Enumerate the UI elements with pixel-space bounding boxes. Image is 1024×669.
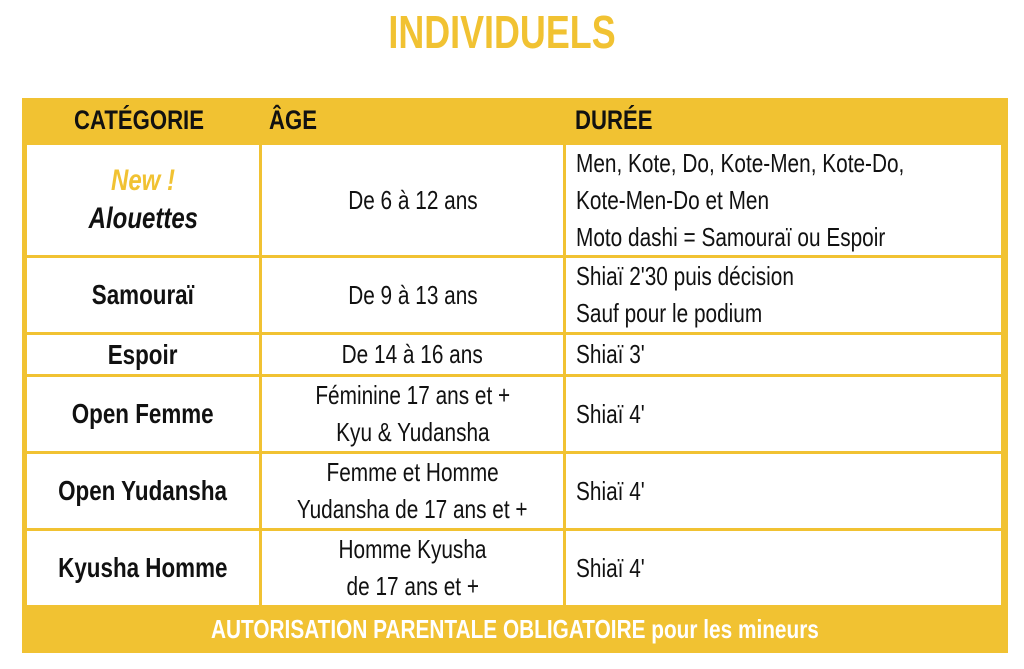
- age-text: Yudansha de 17 ans et +: [297, 494, 528, 524]
- duration-text: Sauf pour le podium: [576, 298, 763, 328]
- age-text: de 17 ans et +: [346, 571, 479, 601]
- age-cell: [262, 258, 563, 332]
- category-name: Open Yudansha: [58, 475, 228, 506]
- category-name: Open Femme: [72, 398, 214, 429]
- categories-table: [22, 98, 1008, 653]
- table-header: [22, 98, 1008, 143]
- table-row: [22, 335, 1008, 374]
- age-cell: [262, 377, 563, 451]
- table-row: [22, 454, 1008, 528]
- table-row: [22, 258, 1008, 332]
- table-row: [22, 145, 1008, 255]
- page-title: INDIVIDUELS: [388, 6, 616, 58]
- age-text: De 6 à 12 ans: [347, 184, 478, 215]
- category-cell: [27, 145, 259, 255]
- category-name: Espoir: [108, 338, 178, 370]
- duration-cell: [566, 531, 1001, 605]
- header-category: CATÉGORIE: [74, 105, 204, 135]
- age-cell: [262, 145, 563, 255]
- age-text: Kyu & Yudansha: [335, 417, 490, 447]
- footer-rest: pour les mineurs: [651, 614, 819, 644]
- duration-text: Men, Kote, Do, Kote-Men, Kote-Do,: [576, 147, 905, 178]
- category-cell: [27, 377, 259, 451]
- duration-text: Moto dashi = Samouraï ou Espoir: [576, 221, 886, 252]
- category-name: Samouraï: [91, 279, 195, 310]
- table-footer: [22, 606, 1008, 653]
- duration-text: Shiaï 4': [576, 475, 645, 506]
- age-cell: [262, 454, 563, 528]
- parental-authorization-notice: [211, 614, 819, 645]
- category-name: Kyusha Homme: [58, 552, 228, 583]
- duration-cell: [566, 335, 1001, 374]
- age-text: Femme et Homme: [326, 457, 499, 487]
- table-row: [22, 531, 1008, 605]
- category-name: Alouettes: [88, 202, 198, 235]
- category-cell: [27, 258, 259, 332]
- age-text: Féminine 17 ans et +: [315, 380, 510, 410]
- category-cell: [27, 531, 259, 605]
- new-badge: New !: [110, 164, 175, 197]
- duration-cell: [566, 377, 1001, 451]
- category-cell: [27, 335, 259, 374]
- category-cell: [27, 454, 259, 528]
- duration-text: Shiaï 4': [576, 552, 645, 583]
- header-duration: DURÉE: [575, 105, 653, 135]
- duration-cell: [566, 258, 1001, 332]
- age-cell: [262, 531, 563, 605]
- footer-emphasis: AUTORISATION PARENTALE OBLIGATOIRE: [211, 614, 646, 644]
- age-text: De 14 à 16 ans: [341, 339, 484, 369]
- duration-text: Shiaï 3': [576, 339, 645, 369]
- age-cell: [262, 335, 563, 374]
- table-row: [22, 377, 1008, 451]
- duration-cell: [566, 145, 1001, 255]
- duration-cell: [566, 454, 1001, 528]
- duration-text: Shiaï 4': [576, 398, 645, 429]
- duration-text: Shiaï 2'30 puis décision: [576, 261, 794, 291]
- age-text: Homme Kyusha: [338, 534, 487, 564]
- age-text: De 9 à 13 ans: [347, 279, 478, 310]
- header-age: ÂGE: [269, 105, 317, 135]
- duration-text: Kote-Men-Do et Men: [576, 184, 770, 215]
